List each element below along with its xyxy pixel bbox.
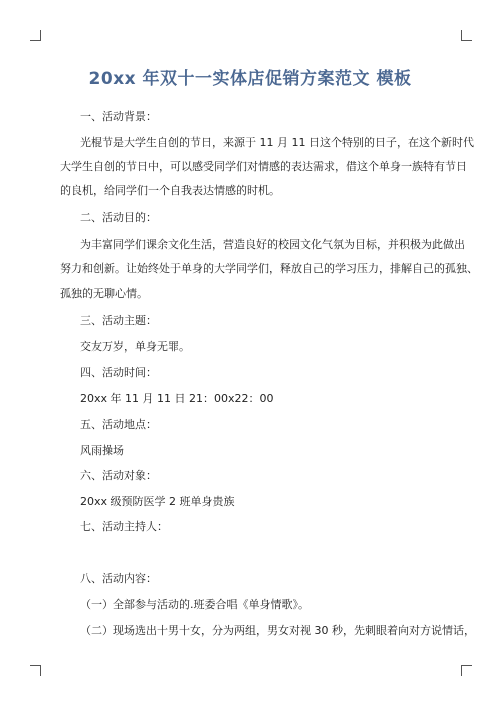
paragraph-line: （一）全部参与活动的.班委合唱《单身情歌》。 — [80, 598, 309, 611]
paragraph-line: 努力和创新。让始终处于单身的大学同学们，释放自己的学习压力，排解自己的孤独、 — [60, 262, 478, 275]
heading-theme: 三、活动主题： — [80, 314, 157, 327]
paragraph-line: 孤独的无聊心情。 — [60, 287, 148, 300]
crop-mark-top-left — [30, 30, 41, 41]
crop-mark-bottom-right — [461, 665, 472, 676]
paragraph-line: 大学生自创的节日中，可以感受同学们对情感的表达需求，借这个单身一族特有节日 — [60, 160, 467, 173]
heading-background: 一、活动背景： — [80, 110, 157, 123]
paragraph-line: （二）现场选出十男十女，分为两组，男女对视 30 秒，先刺眼着向对方说情话， — [80, 624, 475, 637]
crop-mark-top-right — [461, 30, 472, 41]
heading-location: 五、活动地点： — [80, 418, 157, 431]
heading-purpose: 二、活动目的： — [80, 211, 157, 224]
crop-mark-bottom-left — [30, 665, 41, 676]
heading-content: 八、活动内容： — [80, 572, 157, 585]
paragraph-line: 风雨操场 — [80, 444, 124, 457]
paragraph-line: 20xx 年 11 月 11 日 21：00x22：00 — [80, 392, 274, 405]
paragraph-line: 20xx 级预防医学 2 班单身贵族 — [80, 495, 235, 508]
paragraph-line: 交友万岁，单身无罪。 — [80, 340, 190, 353]
heading-host: 七、活动主持人： — [80, 520, 168, 533]
document-title: 20xx 年双十一实体店促销方案范文 模板 — [88, 69, 412, 89]
paragraph-line: 为丰富同学们课余文化生活，营造良好的校园文化气氛为目标，并积极为此做出 — [80, 238, 465, 251]
heading-time: 四、活动时间： — [80, 366, 157, 379]
paragraph-line: 的良机，给同学们一个自我表达情感的时机。 — [60, 184, 280, 197]
heading-audience: 六、活动对象： — [80, 469, 157, 482]
paragraph-line: 光棍节是大学生自创的节日，来源于 11 月 11 日这个特别的日子，在这个新时代 — [80, 136, 474, 149]
